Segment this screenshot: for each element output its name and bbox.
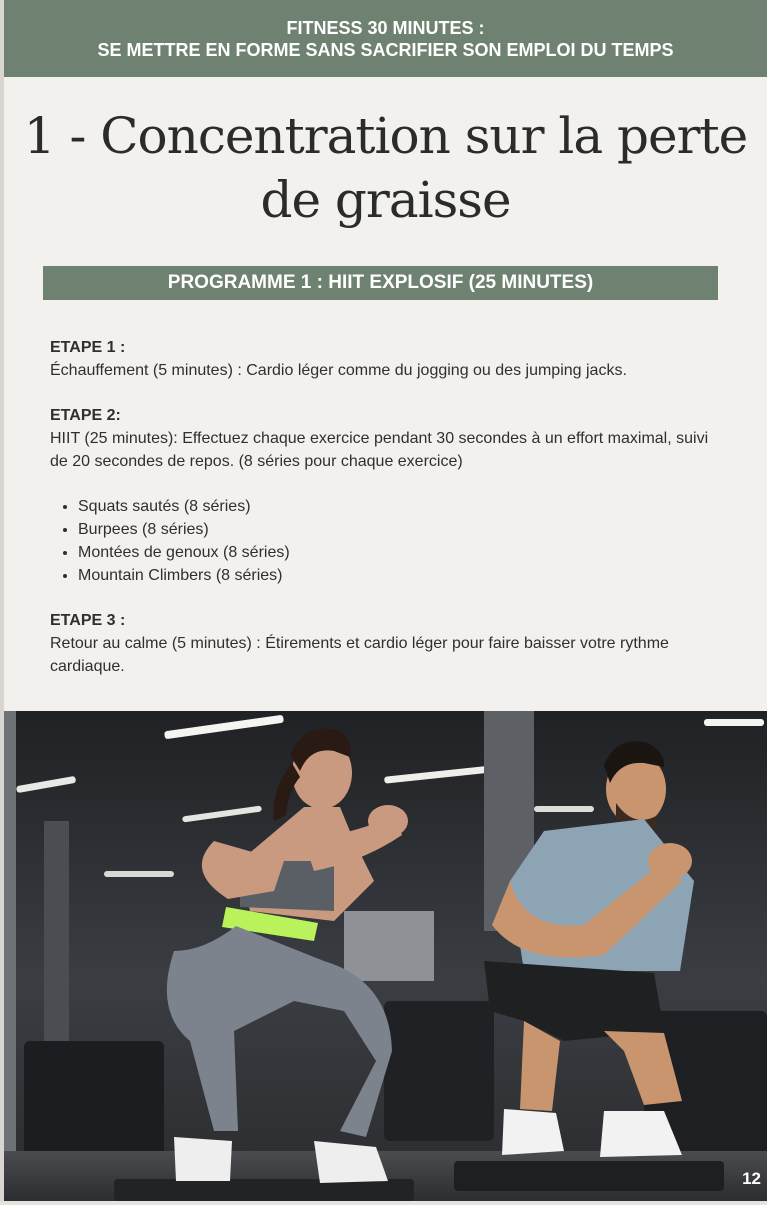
list-item: • Burpees (8 séries)	[78, 518, 730, 541]
program-banner: PROGRAMME 1 : HIIT EXPLOSIF (25 MINUTES)	[43, 266, 718, 300]
gym-illustration	[4, 711, 767, 1201]
step-1-text: Échauffement (5 minutes) : Cardio léger comme du jogging ou des jumping jacks.	[50, 362, 627, 379]
header-banner	[4, 0, 767, 77]
gym-squat-photo	[4, 711, 767, 1201]
list-item: • Squats sautés (8 séries)	[78, 495, 730, 518]
header-line-1: FITNESS 30 MINUTES :	[286, 18, 485, 38]
title-line-1: 1 - Concentration sur la perte	[23, 107, 748, 165]
step-1-label: ETAPE 1 :	[50, 339, 126, 356]
step-2-text: HIIT (25 minutes): Effectuez chaque exercice pendant 30 secondes à un effort maximal, suivi de 20 secondes de repos. (8 séries pour chaque exercice)	[50, 430, 709, 470]
step-3-label: ETAPE 3 :	[50, 612, 126, 629]
step-3-text: Retour au calme (5 minutes) : Étirements et cardio léger pour faire baisser votre rythme cardiaque.	[50, 635, 669, 675]
list-item: • Mountain Climbers (8 séries)	[78, 564, 730, 587]
list-item: • Montées de genoux (8 séries)	[78, 541, 730, 564]
page-number: 12	[742, 1169, 761, 1188]
step-2	[50, 404, 730, 473]
program-content	[50, 336, 730, 678]
title-line-2: de graisse	[260, 171, 511, 229]
page-title	[4, 104, 767, 232]
page-bottom-edge	[0, 1201, 767, 1205]
exercise-list	[50, 495, 730, 587]
step-3	[50, 609, 730, 678]
step-2-label: ETAPE 2:	[50, 407, 121, 424]
header-line-2: SE METTRE EN FORME SANS SACRIFIER SON EMPLOI DU TEMPS	[97, 40, 674, 60]
step-1	[50, 336, 730, 382]
